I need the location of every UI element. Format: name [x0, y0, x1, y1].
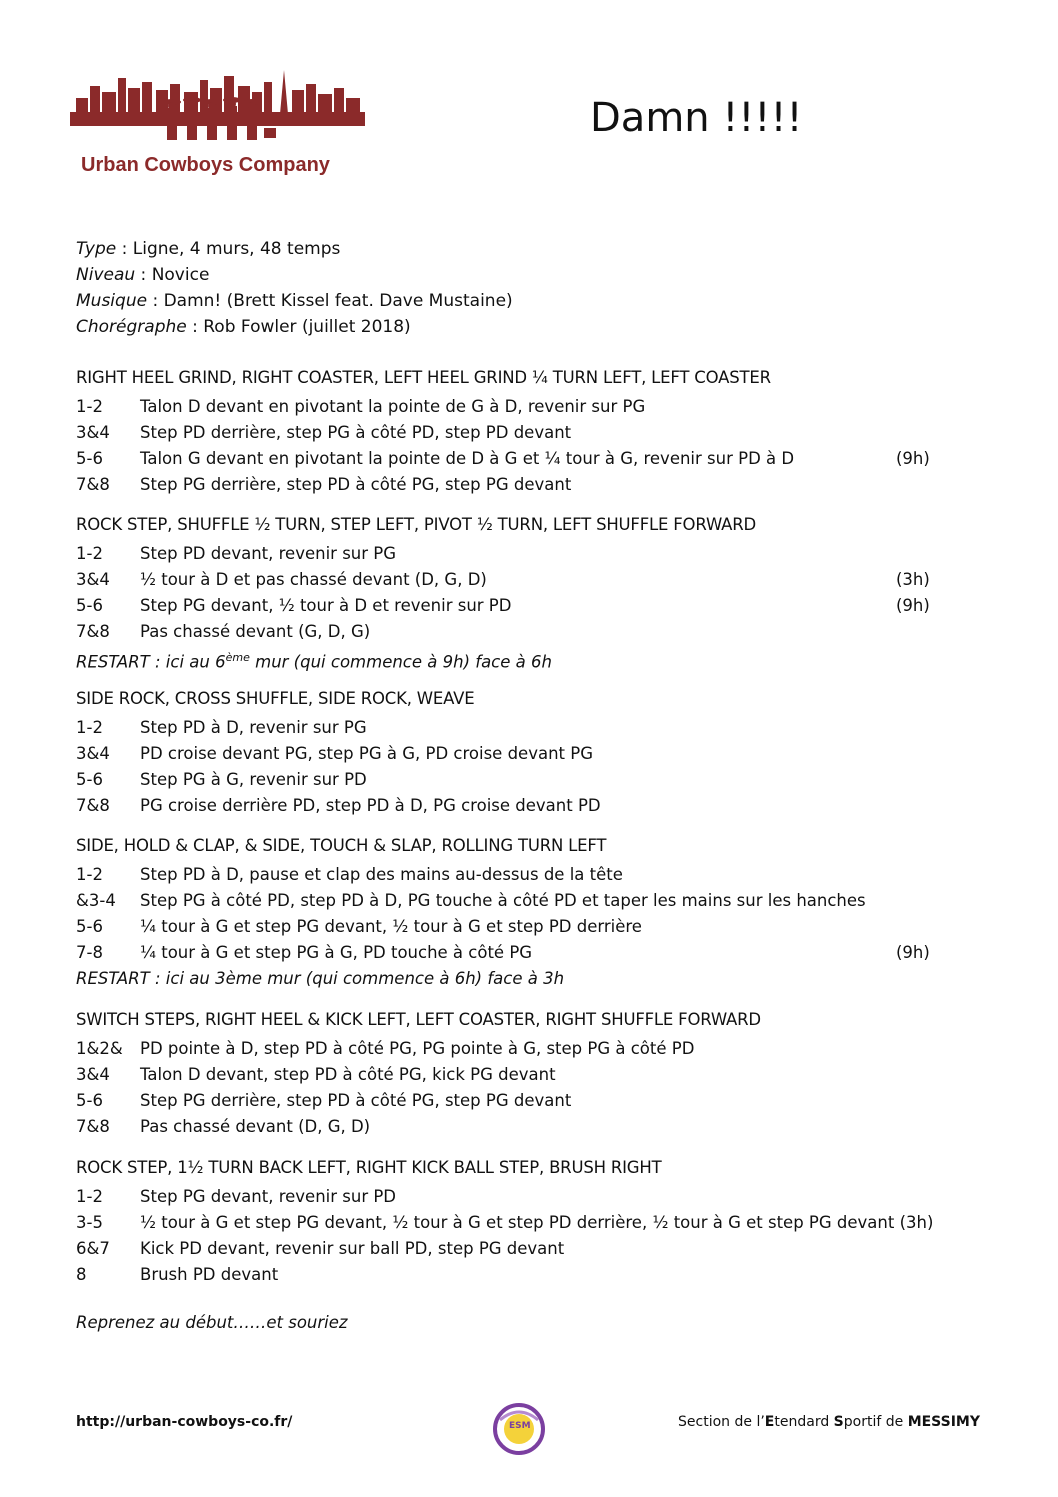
info-value: : Ligne, 4 murs, 48 temps: [116, 239, 341, 259]
step-row: [76, 1210, 976, 1236]
step-row: [76, 394, 976, 420]
step-count: 7&8: [76, 1117, 110, 1136]
info-choreographer: [76, 314, 513, 340]
step-count: 3&4: [76, 423, 110, 442]
info-key: Musique: [76, 291, 148, 311]
dance-info: [76, 236, 513, 340]
info-value: : Damn! (Brett Kissel feat. Dave Mustaine): [147, 291, 513, 311]
step-count: 3-5: [76, 1213, 103, 1232]
club-section-label: [678, 1414, 980, 1430]
step-row: [76, 1184, 976, 1210]
step-description: PD croise devant PG, step PG à G, PD croise devant PG: [140, 744, 593, 763]
step-description: Step PG derrière, step PD à côté PG, step PG devant: [140, 1091, 572, 1110]
step-count: 1-2: [76, 865, 103, 884]
restart-note: RESTART : ici au 3ème mur (qui commence à 6h) face à 3h: [76, 969, 565, 988]
restart-note-text: mur (qui commence à 9h) face à 6h: [249, 652, 552, 672]
step-description: Pas chassé devant (G, D, G): [140, 622, 371, 641]
footer-text: portif de: [843, 1414, 908, 1430]
step-row: [76, 715, 976, 741]
website-link[interactable]: http://urban-cowboys-co.fr/: [76, 1414, 293, 1430]
step-count: 5-6: [76, 1091, 103, 1110]
step-description: ½ tour à D et pas chassé devant (D, G, D): [140, 570, 487, 589]
step-description: Step PD derrière, step PG à côté PD, step PD devant: [140, 423, 572, 442]
step-count: 5-6: [76, 596, 103, 615]
restart-note-text: RESTART : ici au 6: [76, 652, 226, 672]
step-description: PG croise derrière PD, step PD à D, PG croise devant PD: [140, 796, 601, 815]
step-count: 6&7: [76, 1239, 110, 1258]
step-row: [76, 567, 976, 593]
step-row: [76, 420, 976, 446]
step-wall: (9h): [896, 596, 930, 615]
footer-text: tendard: [774, 1414, 834, 1430]
step-section: [76, 1008, 976, 1140]
step-wall: (9h): [896, 449, 930, 468]
step-section: [76, 366, 976, 498]
step-row: [76, 1236, 976, 1262]
section-heading: ROCK STEP, SHUFFLE ½ TURN, STEP LEFT, PIVOT ½ TURN, LEFT SHUFFLE FORWARD: [76, 515, 757, 534]
info-key: Chorégraphe: [76, 317, 187, 337]
step-count: 1&2&: [76, 1039, 123, 1058]
restart-note: [76, 645, 976, 671]
step-count: 5-6: [76, 449, 103, 468]
city-skyline-icon: [70, 68, 365, 148]
step-count: 7-8: [76, 943, 103, 962]
step-section: [76, 834, 976, 992]
page-title: Damn !!!!!: [590, 95, 803, 141]
step-row: [76, 1262, 976, 1288]
step-section: [76, 513, 976, 671]
step-count: &3-4: [76, 891, 116, 910]
step-count: 7&8: [76, 475, 110, 494]
step-row: [76, 741, 976, 767]
step-description: ½ tour à G et step PG devant, ½ tour à G et step PD derrière, ½ tour à G et step PG devant (3h): [140, 1213, 934, 1232]
footer-initial: E: [764, 1414, 775, 1430]
esm-badge-text: ESM: [509, 1421, 531, 1431]
company-name: Urban Cowboys Company: [81, 154, 330, 176]
footer-town: MESSIMY: [907, 1414, 980, 1430]
step-row: [76, 862, 976, 888]
step-description: Talon D devant en pivotant la pointe de G à D, revenir sur PG: [140, 397, 646, 416]
step-row: [76, 767, 976, 793]
step-row: [76, 446, 976, 472]
info-key: Niveau: [76, 265, 136, 285]
step-wall: (3h): [896, 570, 930, 589]
info-music: [76, 288, 513, 314]
info-value: : Novice: [135, 265, 210, 285]
section-heading: RIGHT HEEL GRIND, RIGHT COASTER, LEFT HEEL GRIND ¼ TURN LEFT, LEFT COASTER: [76, 368, 771, 387]
step-description: Step PG derrière, step PD à côté PG, step PG devant: [140, 475, 572, 494]
step-description: Pas chassé devant (D, G, D): [140, 1117, 371, 1136]
info-level: [76, 262, 513, 288]
step-row: [76, 1114, 976, 1140]
step-count: 1-2: [76, 544, 103, 563]
step-row: [76, 472, 976, 498]
company-logo: [70, 68, 365, 183]
step-description: ¼ tour à G et step PG à G, PD touche à côté PG: [140, 943, 533, 962]
esm-logo: [490, 1400, 548, 1458]
step-description: Step PG à côté PD, step PD à D, PG touche à côté PD et taper les mains sur les hanches: [140, 891, 866, 910]
step-description: Brush PD devant: [140, 1265, 279, 1284]
step-count: 7&8: [76, 622, 110, 641]
step-row: [76, 593, 976, 619]
step-description: Step PG devant, revenir sur PD: [140, 1187, 397, 1206]
section-heading: SIDE, HOLD & CLAP, & SIDE, TOUCH & SLAP, ROLLING TURN LEFT: [76, 836, 607, 855]
step-count: 3&4: [76, 570, 110, 589]
step-count: 7&8: [76, 796, 110, 815]
step-description: Kick PD devant, revenir sur ball PD, step PG devant: [140, 1239, 565, 1258]
step-row: [76, 940, 976, 966]
info-type: [76, 236, 513, 262]
step-section: [76, 1156, 976, 1288]
step-description: ¼ tour à G et step PG devant, ½ tour à G et step PD derrière: [140, 917, 642, 936]
step-count: 1-2: [76, 1187, 103, 1206]
restart-note-superscript: ème: [225, 651, 250, 664]
step-row: [76, 1088, 976, 1114]
step-section: [76, 687, 976, 819]
footer-text: Section de l’: [678, 1414, 765, 1430]
step-row: [76, 1062, 976, 1088]
step-count: 1-2: [76, 397, 103, 416]
closing-note: Reprenez au début……et souriez: [76, 1313, 348, 1332]
step-description: Talon D devant, step PD à côté PG, kick PG devant: [140, 1065, 556, 1084]
step-row: [76, 914, 976, 940]
section-heading: SIDE ROCK, CROSS SHUFFLE, SIDE ROCK, WEAVE: [76, 689, 475, 708]
step-row: [76, 1036, 976, 1062]
section-heading: SWITCH STEPS, RIGHT HEEL & KICK LEFT, LEFT COASTER, RIGHT SHUFFLE FORWARD: [76, 1010, 761, 1029]
step-count: 5-6: [76, 770, 103, 789]
step-row: [76, 793, 976, 819]
step-row: [76, 619, 976, 645]
step-row: [76, 541, 976, 567]
info-value: : Rob Fowler (juillet 2018): [186, 317, 411, 337]
step-count: 3&4: [76, 1065, 110, 1084]
step-description: Step PG à G, revenir sur PD: [140, 770, 367, 789]
step-description: Step PD devant, revenir sur PG: [140, 544, 397, 563]
step-description: Talon G devant en pivotant la pointe de D à G et ¼ tour à G, revenir sur PD à D: [140, 449, 795, 468]
section-heading: ROCK STEP, 1½ TURN BACK LEFT, RIGHT KICK BALL STEP, BRUSH RIGHT: [76, 1158, 662, 1177]
step-wall: (9h): [896, 943, 930, 962]
step-description: Step PD à D, revenir sur PG: [140, 718, 367, 737]
step-count: 5-6: [76, 917, 103, 936]
step-description: Step PG devant, ½ tour à D et revenir sur PD: [140, 596, 512, 615]
step-count: 8: [76, 1265, 87, 1284]
step-count: 3&4: [76, 744, 110, 763]
step-description: PD pointe à D, step PD à côté PG, PG pointe à G, step PG à côté PD: [140, 1039, 695, 1058]
step-description: Step PD à D, pause et clap des mains au-dessus de la tête: [140, 865, 623, 884]
info-key: Type: [76, 239, 117, 259]
step-row: [76, 888, 976, 914]
footer-initial: S: [833, 1414, 844, 1430]
step-count: 1-2: [76, 718, 103, 737]
